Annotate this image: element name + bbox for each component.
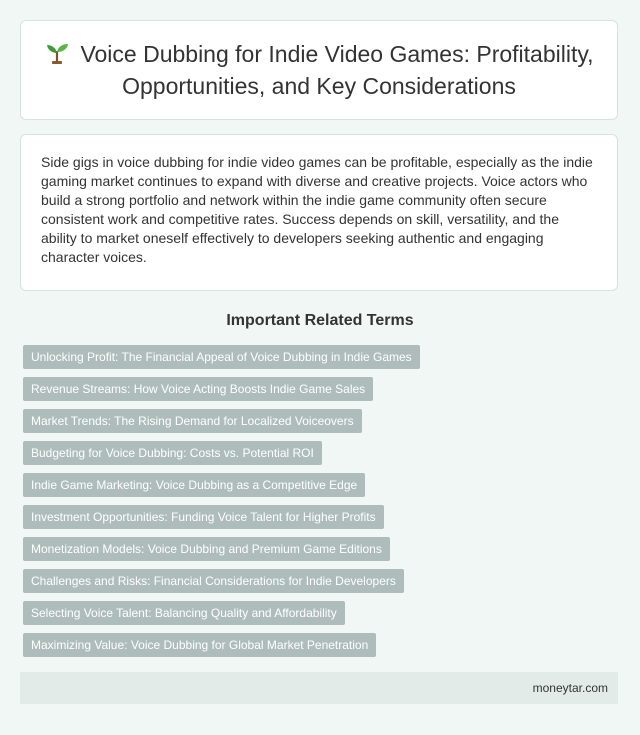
page-title bbox=[34, 38, 604, 102]
related-term-tag[interactable]: Maximizing Value: Voice Dubbing for Global Market Penetration bbox=[23, 633, 376, 657]
related-term-tag[interactable]: Unlocking Profit: The Financial Appeal of Voice Dubbing in Indie Games bbox=[23, 345, 420, 369]
related-term-tag[interactable]: Indie Game Marketing: Voice Dubbing as a Competitive Edge bbox=[23, 473, 365, 497]
footer-site-name: moneytar.com bbox=[532, 681, 608, 695]
related-terms-list bbox=[23, 345, 613, 665]
footer-bar bbox=[20, 672, 618, 704]
related-term-tag[interactable]: Challenges and Risks: Financial Considerations for Indie Developers bbox=[23, 569, 404, 593]
summary-text: Side gigs in voice dubbing for indie video games can be profitable, especially as the indie gaming market continues to expand with diverse and creative projects. Voice actors who build a strong portfolio and network within the indie game community often secure consistent work and competitive rates. Success depends on skill, versatility, and the ability to market oneself effectively to developers seeking authentic and engaging character voices. bbox=[41, 154, 593, 265]
summary-card bbox=[20, 134, 618, 291]
related-term-tag[interactable]: Monetization Models: Voice Dubbing and Premium Game Editions bbox=[23, 537, 390, 561]
related-term-tag[interactable]: Market Trends: The Rising Demand for Localized Voiceovers bbox=[23, 409, 362, 433]
related-terms-heading: Important Related Terms bbox=[226, 312, 414, 329]
related-term-tag[interactable]: Budgeting for Voice Dubbing: Costs vs. Potential ROI bbox=[23, 441, 322, 465]
sprout-icon bbox=[44, 42, 70, 64]
page-title-text: Voice Dubbing for Indie Video Games: Profitability, Opportunities, and Key Considerations bbox=[80, 41, 594, 99]
related-term-tag[interactable]: Selecting Voice Talent: Balancing Quality and Affordability bbox=[23, 601, 345, 625]
title-card bbox=[20, 20, 618, 120]
related-term-tag[interactable]: Revenue Streams: How Voice Acting Boosts Indie Game Sales bbox=[23, 377, 373, 401]
related-term-tag[interactable]: Investment Opportunities: Funding Voice Talent for Higher Profits bbox=[23, 505, 384, 529]
